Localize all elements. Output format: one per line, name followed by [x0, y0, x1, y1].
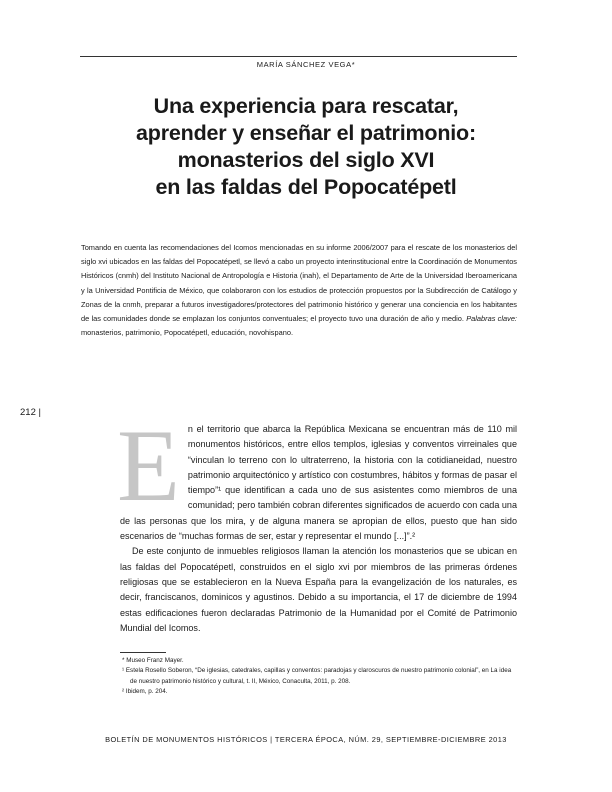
keywords-label: Palabras clave:: [466, 314, 517, 324]
article-body: [117, 409, 517, 636]
top-rule: [80, 56, 517, 57]
article-title: [60, 93, 552, 201]
paragraph-2: De este conjunto de inmuebles religiosos llaman la atención los monasterios que se ubican en las faldas del Popocatépetl, construidos en el siglo xvi por miembros de las primeras órdenes religiosas que se establecieron en la Nueva España para la evangelización de los naturales, es decir, franciscanos, dominicos y agustinos. Debido a su importancia, el 17 de diciembre de 1994 estas edificaciones fueron declaradas Patrimonio de la Humanidad por el Comité de Patrimonio Mundial del Icomos.: [120, 546, 517, 633]
title-line-2: aprender y enseñar el patrimonio:: [136, 121, 476, 145]
title-line-1: Una experiencia para rescatar,: [153, 94, 459, 118]
keywords: monasterios, patrimonio, Popocatépetl, educación, novohispano.: [81, 328, 293, 338]
paragraph-1-text: n el territorio que abarca la República Mexicana se encuentran más de 110 mil monumentos históricos, entre ellos templos, iglesias y conventos virreinales que “vinculan lo terreno con lo ultraterreno, la historia con la cotidianeidad, nuestro patrimonio arquitectónico y artístico con costumbres, hábitos y formas de pasar el tiempo”¹ que identifican a cada uno de sus asistentes como miembros de una comunidad; pero también cobran diferentes significados de acuerdo con cada una de las personas que los mira, y de alguna manera se apropian de ellos, puesto que han sido escenarios de “muchas formas de ser, estar y representar el mundo [...]”.²: [120, 424, 517, 542]
footnote-rule: [120, 652, 166, 653]
title-line-4: en las faldas del Popocatépetl: [155, 175, 457, 199]
footnote-author: * Museo Franz Mayer.: [122, 657, 184, 664]
abstract: [81, 241, 517, 340]
footnote-1: ¹ Estela Rosello Soberon, “De iglesias, catedrales, capillas y conventos: paradojas y claroscuros de nuestro patrimonio colonial”, en La idea de nuestro patrimonio histórico y cultural, t. II, México, Conaculta, 2011, p. 208.: [122, 667, 512, 685]
paragraph-1: [117, 409, 517, 544]
footnotes: [120, 656, 517, 698]
author-name: MARÍA SÁNCHEZ VEGA*: [256, 60, 356, 69]
page-number: 212 |: [20, 407, 41, 418]
footnote-2: ² Ibidem, p. 204.: [122, 688, 168, 696]
drop-cap: E: [117, 409, 180, 523]
journal-footer: BOLETÍN DE MONUMENTOS HISTÓRICOS | TERCERA ÉPOCA, NÚM. 29, SEPTIEMBRE-DICIEMBRE 2013: [105, 735, 507, 744]
title-line-3: monasterios del siglo XVI: [177, 148, 435, 172]
abstract-text: Tomando en cuenta las recomendaciones del Icomos mencionadas en su informe 2006/2007 para el rescate de los monasterios del siglo xvi ubicados en las faldas del Popocatépetl, se llevó a cabo un proyecto interinstitucional entre la Coordinación de Monumentos Históricos (cnmh) del Instituto Nacional de Antropología e Historia (inah), el Departamento de Arte de la Universidad Iberoamericana y la Universidad Pontificia de México, que colaboraron con los estudios de protección propuestos por la Subdirección de Catálogo y Zonas de la cnmh, preparar a futuros investigadores/protectores del patrimonio histórico y generar una conciencia en los habitantes de las comunidades donde se emplazan los conjuntos conventuales; el proyecto tuvo una duración de año y medio.: [81, 243, 517, 324]
